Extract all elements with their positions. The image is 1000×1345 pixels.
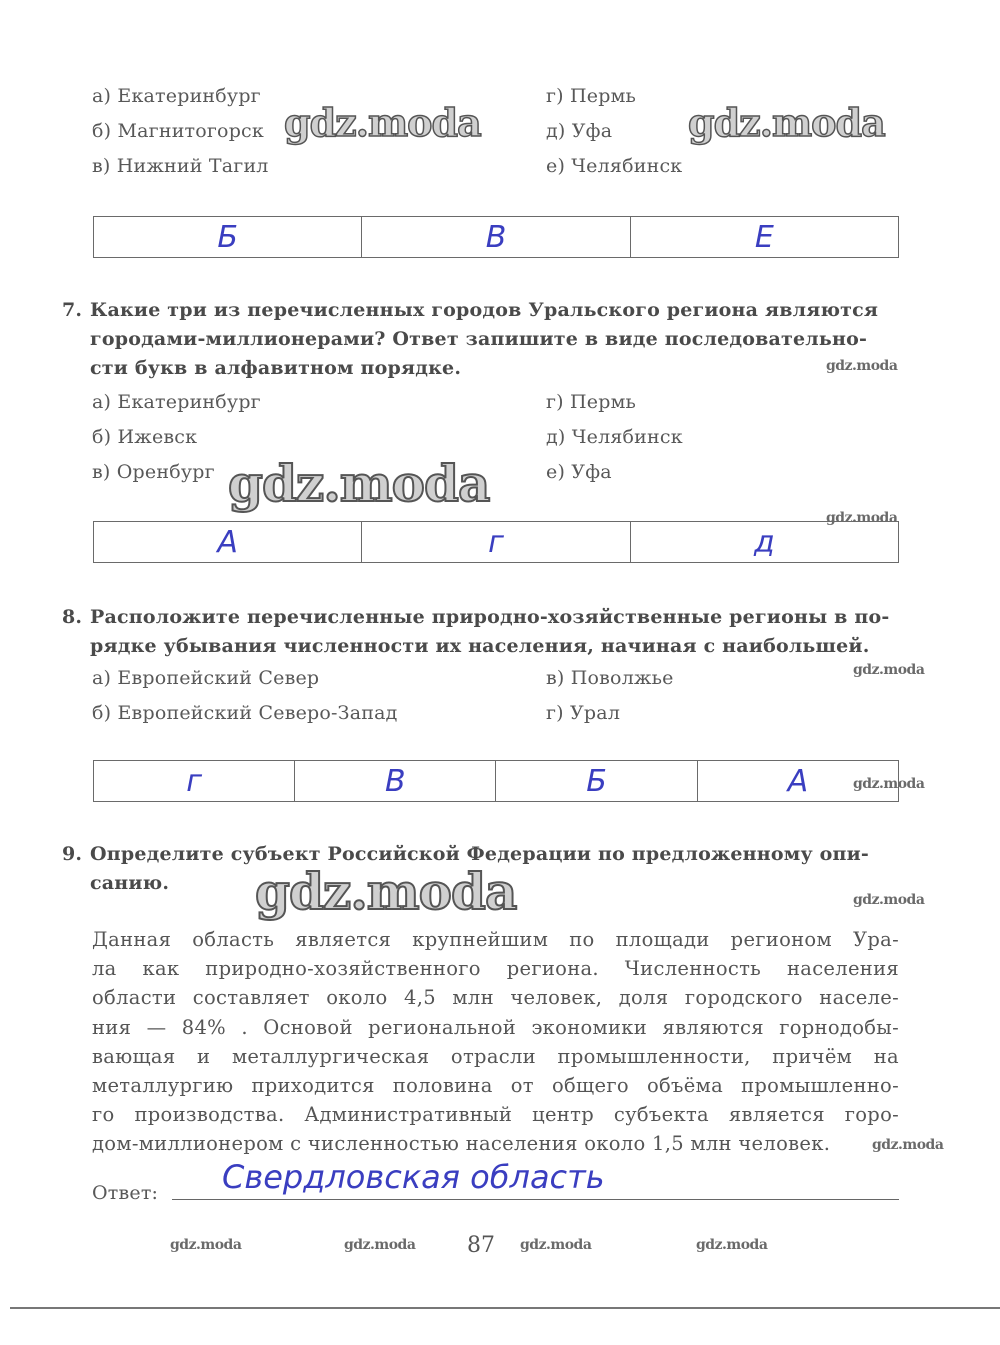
watermark: gdz.moda [853,776,925,792]
watermark: gdz.moda [872,1137,944,1153]
q9-description [92,925,899,1159]
watermark: gdz.moda [170,1237,242,1253]
answer-cell[interactable]: Б [496,761,697,802]
q6-option-a: а) Екатеринбург [92,85,261,107]
q7-option-c: в) Оренбург [92,461,215,483]
q8-option-d: г) Урал [546,702,621,724]
description-line: го производства. Административный центр субъекта является горо- [92,1103,899,1127]
q7-line: Какие три из перечисленных городов Уральского региона являются [90,299,879,321]
answer-label: Ответ: [92,1182,159,1204]
q7-option-b: б) Ижевск [92,426,198,448]
description-line: области составляет около 4,5 млн человек, доля городского населе- [92,986,899,1010]
q8-answer-table [93,760,899,802]
watermark: gdz.moda [228,454,490,513]
q8-text [62,603,912,661]
q6-option-f: е) Челябинск [546,155,683,177]
watermark: gdz.moda [696,1237,768,1253]
answer-cell[interactable]: А [94,522,362,563]
q8-option-a: а) Европейский Север [92,667,320,689]
answer-input[interactable]: Свердловская область [222,1158,605,1196]
q7-option-f: е) Уфа [546,461,612,483]
answer-cell[interactable]: г [94,761,295,802]
page-number: 87 [467,1233,495,1258]
watermark: gdz.moda [853,662,925,678]
answer-cell[interactable]: г [362,522,630,563]
watermark: gdz.moda [853,892,925,908]
q7-option-e: д) Челябинск [546,426,683,448]
description-line: вающая и металлургическая отрасли промышленности, причём на [92,1044,899,1068]
description-line: дом-миллионером с численностью населения около 1,5 млн человек. [92,1132,831,1156]
answer-cell[interactable]: Б [94,217,362,258]
q6-option-c: в) Нижний Тагил [92,155,269,177]
q6-option-b: б) Магнитогорск [92,120,264,142]
description-line: металлургию приходится половина от общего объёма промышленно- [92,1074,899,1098]
answer-cell[interactable]: В [362,217,630,258]
q8-number: 8. [62,606,83,628]
q7-option-d: г) Пермь [546,391,637,413]
q8-line: рядке убывания численности их населения, начиная с наибольшей. [90,635,870,657]
q7-option-a: а) Екатеринбург [92,391,261,413]
q8-line: Расположите перечисленные природно-хозяйственные регионы в по- [90,606,890,628]
answer-cell[interactable]: д [630,522,898,563]
answer-cell[interactable]: В [295,761,496,802]
watermark: gdz.moda [688,100,885,145]
q7-line: сти букв в алфавитном порядке. [90,357,462,379]
q9-line: Определите субъект Российской Федерации по предложенному опи- [90,843,869,865]
watermark: gdz.moda [826,358,898,374]
q6-answer-table [93,216,899,258]
watermark: gdz.moda [826,510,898,526]
watermark: gdz.moda [255,862,517,921]
watermark: gdz.moda [344,1237,416,1253]
description-line: Данная область является крупнейшим по площади регионом Ура- [92,928,899,951]
answer-line [172,1199,899,1200]
q6-option-e: д) Уфа [546,120,613,142]
answer-cell[interactable]: Е [630,217,898,258]
answer-cell[interactable]: А [697,761,898,802]
q9-number: 9. [62,843,83,865]
q9-line: санию. [90,872,170,894]
q7-answer-table [93,521,899,563]
page-bottom-divider [10,1307,1000,1309]
q8-option-b: б) Европейский Северо-Запад [92,702,398,724]
q8-option-c: в) Поволжье [546,667,674,689]
q7-line: городами-миллионерами? Ответ запишите в виде последовательно- [90,328,868,350]
q7-number: 7. [62,299,83,321]
q6-option-d: г) Пермь [546,85,637,107]
watermark: gdz.moda [520,1237,592,1253]
description-line: ла как природно-хозяйственного региона. Численность населения [92,957,899,981]
watermark: gdz.moda [284,100,481,145]
q7-text [62,296,912,383]
description-line: ния — 84% . Основой региональной экономики являются горнодобы- [92,1015,899,1039]
